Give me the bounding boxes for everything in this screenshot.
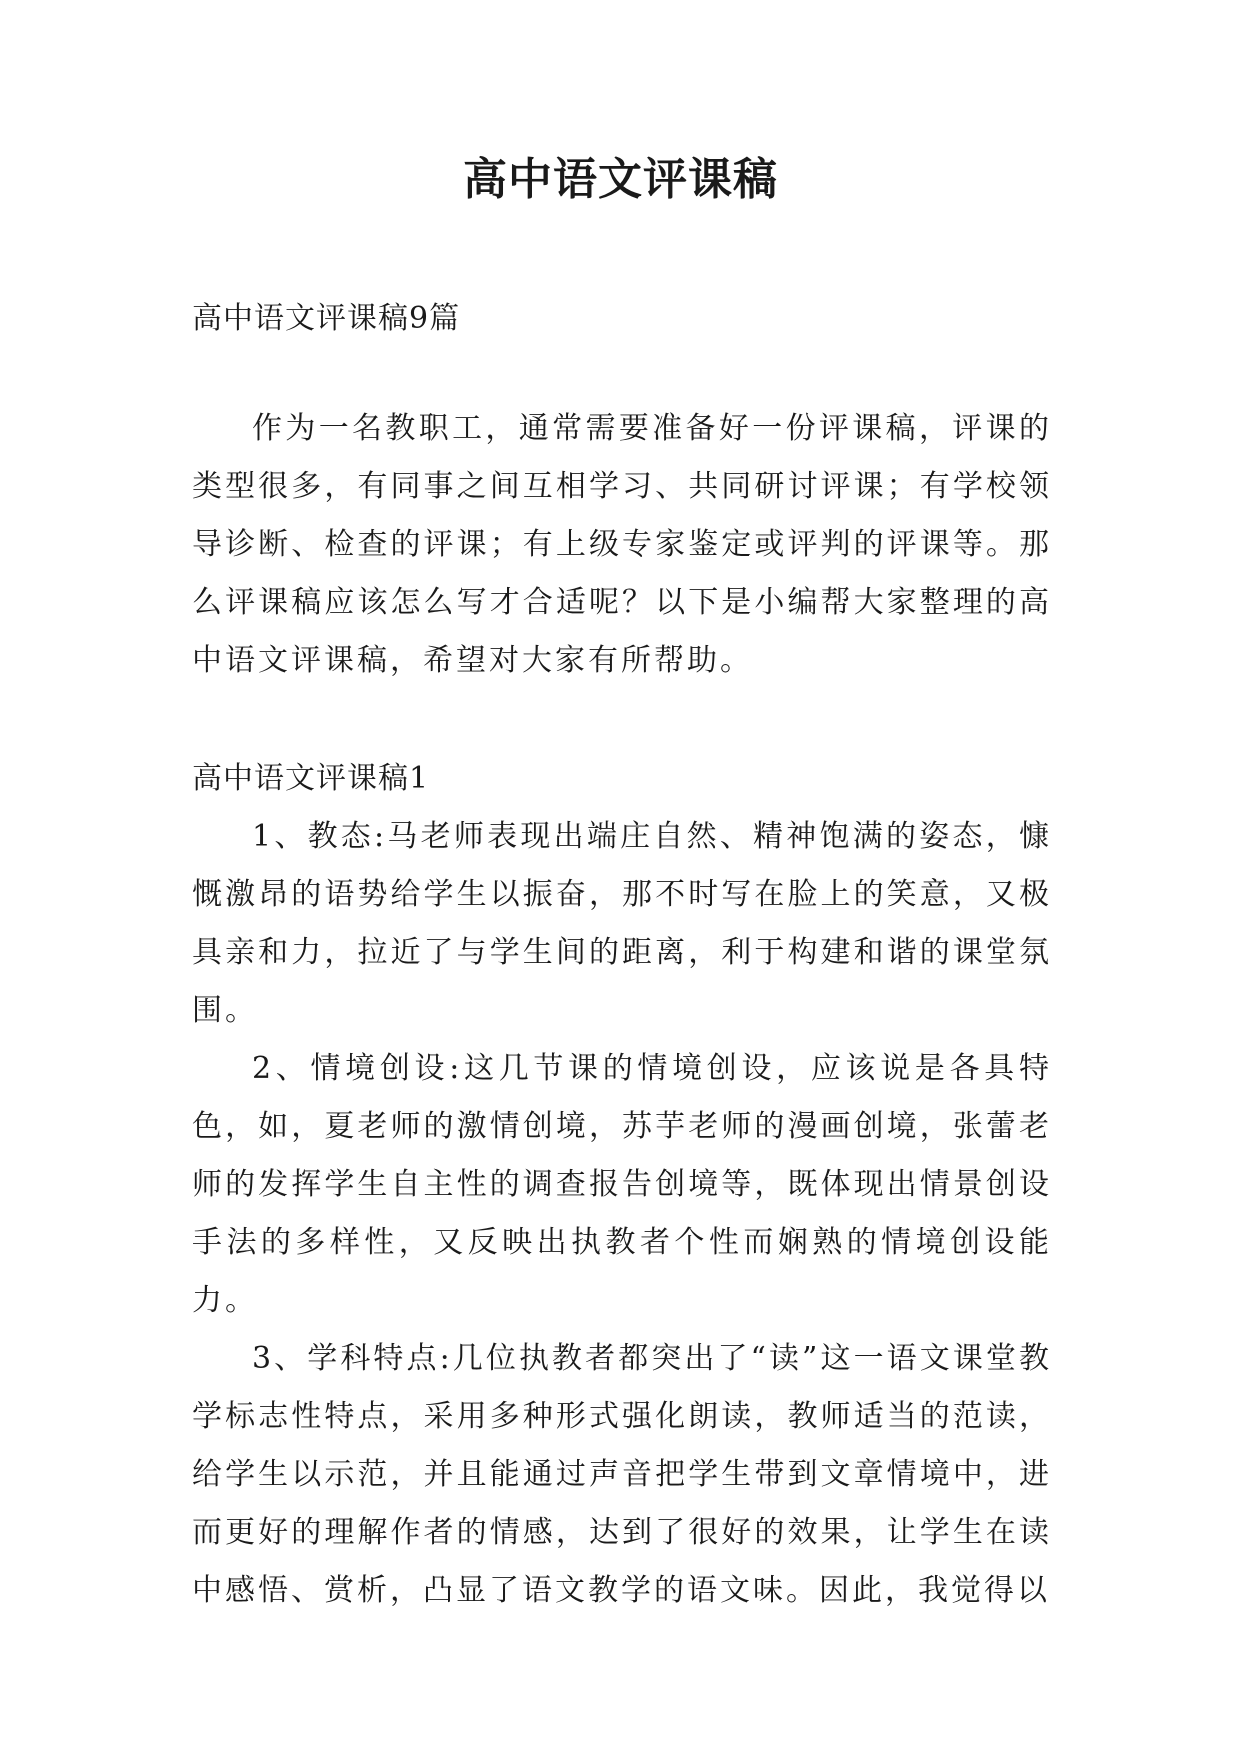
- body-paragraph: 1、教态:马老师表现出端庄自然、精神饱满的姿态，慷慨激昂的语势给学生以振奋，那不时写在脸上的笑意，又极具亲和力，拉近了与学生间的距离，利于构建和谐的课堂氛围。: [192, 819, 1052, 1028]
- document-subtitle: 高中语文评课稿9篇: [192, 301, 461, 336]
- intro-paragraph: 作为一名教职工，通常需要准备好一份评课稿，评课的类型很多，有同事之间互相学习、共同研讨评课；有学校领导诊断、检查的评课；有上级专家鉴定或评判的评课等。那么评课稿应该怎么写才合适呢？以下是小编帮大家整理的高中语文评课稿，希望对大家有所帮助。: [192, 411, 1052, 678]
- section-heading: 高中语文评课稿1: [192, 761, 430, 796]
- document-title: 高中语文评课稿: [463, 154, 778, 205]
- body-paragraph: 3、学科特点:几位执教者都突出了“读”这一语文课堂教学标志性特点，采用多种形式强化朗读，教师适当的范读，给学生以示范，并且能通过声音把学生带到文章情境中，进而更好的理解作者的情感，达到了很好的效果，让学生在读中感悟、赏析，凸显了语文教学的语文味。因此，我觉得以: [192, 1341, 1052, 1608]
- body-paragraph: 2、情境创设:这几节课的情境创设，应该说是各具特色，如，夏老师的激情创境，苏芋老师的漫画创境，张蕾老师的发挥学生自主性的调查报告创境等，既体现出情景创设手法的多样性，又反映出执教者个性而娴熟的情境创设能力。: [192, 1051, 1052, 1318]
- document-body: [192, 290, 1052, 1620]
